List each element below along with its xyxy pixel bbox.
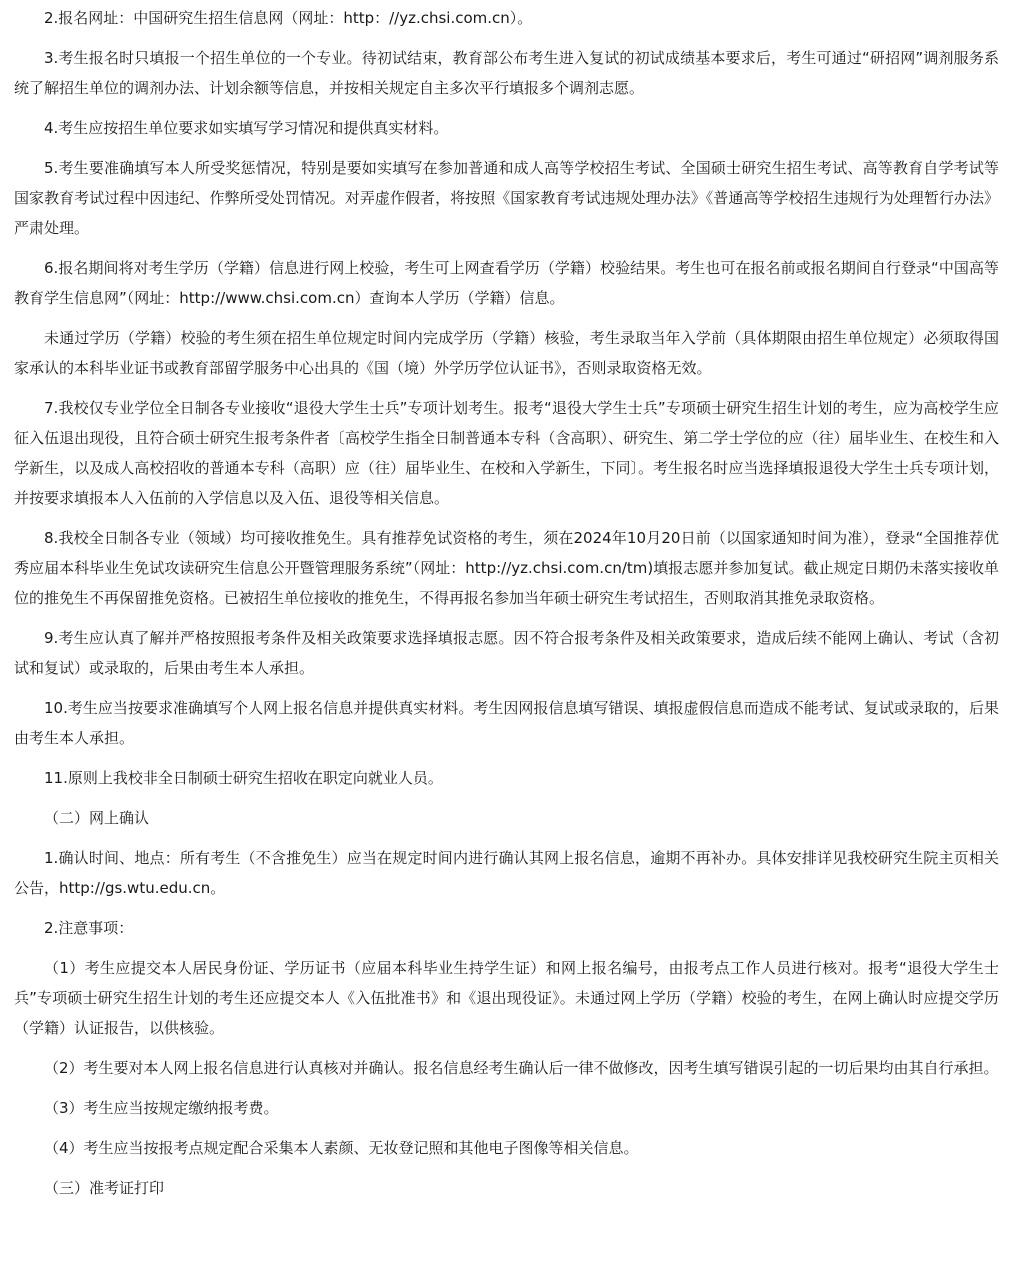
paragraph-note-4: （4）考生应当按报考点规定配合采集本人素颜、无妆登记照和其他电子图像等相关信息。 [44,1139,639,1157]
section-heading-admission-ticket: （三）准考证打印 [44,1179,165,1197]
section-heading-online-confirmation: （二）网上确认 [44,809,150,827]
paragraph-confirmation-time: 1.确认时间、地点：所有考生（不含推免生）应当在规定时间内进行确认其网上报名信息，逾期不再补办。具体安排详见我校研究生院主页相关公告，http://gs.wtu.edu.cn。 [14,849,999,897]
paragraph-recommended-students: 8.我校全日制各专业（领域）均可接收推免生。具有推荐免试资格的考生，须在2024年10月20日前（以国家通知时间为准），登录“全国推荐优秀应届本科毕业生免试攻读研究生信息公开暨管理服务系统”（网址：http://yz.chsi.com.cn/tm)填报志愿并参加复试。截止规定日期仍未落实接收单位的推免生不再保留推免资格。已被招生单位接收的推免生，不得再报名参加当年硕士研究生考试招生，否则取消其推免录取资格。 [14,529,999,607]
paragraph-degree-verification: 6.报名期间将对考生学历（学籍）信息进行网上校验，考生可上网查看学历（学籍）校验结果。考生也可在报名前或报名期间自行登录“中国高等教育学生信息网”（网址：http://www.chsi.com.cn）查询本人学历（学籍）信息。 [14,259,999,307]
paragraph-veteran-plan: 7.我校仅专业学位全日制各专业接收“退役大学生士兵”专项计划考生。报考“退役大学生士兵”专项硕士研究生招生计划的考生，应为高校学生应征入伍退出现役，且符合硕士研究生报考条件者〔高校学生指全日制普通本专科（含高职）、研究生、第二学士学位的应（往）届毕业生、在校生和入学新生，以及成人高校招收的普通本专科（高职）应（往）届毕业生、在校和入学新生，下同〕。考生报名时应当选择填报退役大学生士兵专项计划，并按要求填报本人入伍前的入学信息以及入伍、退役等相关信息。 [14,399,999,507]
paragraph-eligibility: 9.考生应认真了解并严格按照报考条件及相关政策要求选择填报志愿。因不符合报考条件及相关政策要求，造成后续不能网上确认、考试（含初试和复试）或录取的，后果由考生本人承担。 [14,629,999,677]
paragraph-note-1: （1）考生应提交本人居民身份证、学历证书（应届本科毕业生持学生证）和网上报名编号，由报考点工作人员进行核对。报考“退役大学生士兵”专项硕士研究生招生计划的考生还应提交本人《入伍批准书》和《退出现役证》。未通过网上学历（学籍）校验的考生，在网上确认时应提交学历（学籍）认证报告，以供核验。 [14,959,999,1037]
paragraph-note-2: （2）考生要对本人网上报名信息进行认真核对并确认。报名信息经考生确认后一律不做修改，因考生填写错误引起的一切后果均由其自行承担。 [44,1059,999,1077]
document-body [0,3,1013,1203]
paragraph-note-3: （3）考生应当按规定缴纳报考费。 [44,1099,279,1117]
paragraph-failed-verification: 未通过学历（学籍）校验的考生须在招生单位规定时间内完成学历（学籍）核验，考生录取当年入学前（具体期限由招生单位规定）必须取得国家承认的本科毕业证书或教育部留学服务中心出具的《国（境）外学历学位认证书》，否则录取资格无效。 [14,329,999,377]
paragraph-single-major: 3.考生报名时只填报一个招生单位的一个专业。待初试结束，教育部公布考生进入复试的初试成绩基本要求后，考生可通过“研招网”调剂服务系统了解招生单位的调剂办法、计划余额等信息，并按相关规定自主多次平行填报多个调剂志愿。 [14,49,999,97]
paragraph-part-time: 11.原则上我校非全日制硕士研究生招收在职定向就业人员。 [44,769,443,787]
paragraph-notes-heading: 2.注意事项： [44,919,134,937]
paragraph-registration-website: 2.报名网址：中国研究生招生信息网（网址：http：//yz.chsi.com.cn）。 [44,9,533,27]
paragraph-accurate-info: 10.考生应当按要求准确填写个人网上报名信息并提供真实材料。考生因网报信息填写错误、填报虚假信息而造成不能考试、复试或录取的，后果由考生本人承担。 [14,699,999,747]
paragraph-rewards-punishments: 5.考生要准确填写本人所受奖惩情况，特别是要如实填写在参加普通和成人高等学校招生考试、全国硕士研究生招生考试、高等教育自学考试等国家教育考试过程中因违纪、作弊所受处罚情况。对弄虚作假者，将按照《国家教育考试违规处理办法》《普通高等学校招生违规行为处理暂行办法》严肃处理。 [14,159,999,237]
paragraph-truthful-materials: 4.考生应按招生单位要求如实填写学习情况和提供真实材料。 [44,119,449,137]
